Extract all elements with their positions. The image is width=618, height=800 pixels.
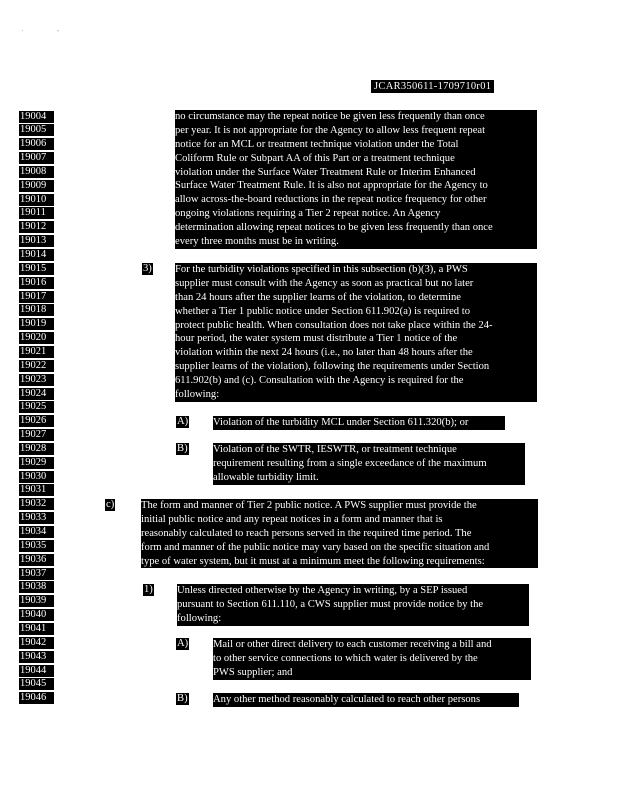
paragraph-swtr-violation (213, 443, 525, 485)
line-number: 19024 (19, 388, 54, 400)
line-number: 19030 (19, 471, 54, 483)
line-number: 19015 (19, 263, 54, 275)
paragraph-turbidity-violations (175, 263, 537, 402)
line-number: 19020 (19, 332, 54, 344)
line-number: 19004 (19, 111, 54, 123)
line-number: 19023 (19, 374, 54, 386)
subsection-marker: A) (177, 638, 189, 649)
text-line: requirement resulting from a single exceedance of the maximum (213, 457, 487, 469)
text-line: hour period, the water system must distribute a Tier 1 notice of the (175, 333, 458, 345)
line-number: 19040 (19, 609, 54, 621)
text-line: initial public notice and any repeat notices in a form and manner that is (141, 513, 443, 525)
line-number: 19021 (19, 346, 54, 358)
subsection-marker: B) (177, 443, 188, 454)
text-line: Surface Water Treatment Rule. It is also not appropriate for the Agency to (175, 180, 488, 192)
paragraph-cws-notice (177, 584, 529, 626)
line-number: 19018 (19, 304, 54, 316)
text-line: notice for an MCL or treatment technique violation under the Total (175, 138, 459, 150)
line-number: 19045 (19, 678, 54, 690)
line-number: 19016 (19, 277, 54, 289)
text-line: 611.902(b) and (c). Consultation with the Agency is required for the (175, 375, 464, 387)
line-number: 19036 (19, 554, 54, 566)
subsection-marker: c) (106, 499, 115, 510)
line-number: 19012 (19, 221, 54, 233)
line-number: 19019 (19, 318, 54, 330)
text-line: violation within the next 24 hours (i.e., no later than 48 hours after the (175, 347, 473, 359)
line-number: 19010 (19, 194, 54, 206)
line-number: 19025 (19, 401, 54, 413)
line-number: 19042 (19, 637, 54, 649)
scan-speck: ' (22, 30, 24, 36)
paragraph-form-and-manner (141, 499, 538, 568)
line-number: 19031 (19, 484, 54, 496)
text-line: pursuant to Section 611.110, a CWS supplier must provide notice by the (177, 598, 484, 610)
text-line: Coliform Rule or Subpart AA of this Part or a treatment technique (175, 152, 455, 164)
paragraph-mail-delivery (213, 638, 531, 680)
line-number: 19044 (19, 665, 54, 677)
line-number: 19032 (19, 498, 54, 510)
text-line: allowable turbidity limit. (213, 471, 319, 483)
text-line: ongoing violations requiring a Tier 2 repeat notice. An Agency (175, 208, 441, 220)
paragraph-turbidity-mcl (213, 416, 505, 430)
text-line: supplier learns of the violation), following the requirements under Section (175, 361, 490, 373)
line-number: 19022 (19, 360, 54, 372)
paragraph-other-method (213, 693, 519, 707)
line-number: 19005 (19, 124, 54, 136)
text-line: allow across-the-board reductions in the repeat notice frequency for other (175, 194, 487, 206)
text-line: PWS supplier; and (213, 666, 293, 678)
line-number: 19034 (19, 526, 54, 538)
line-number: 19041 (19, 623, 54, 635)
text-line: every three months must be in writing. (175, 236, 339, 248)
line-number: 19037 (19, 568, 54, 580)
line-number: 19028 (19, 443, 54, 455)
text-line: than 24 hours after the supplier learns of the violation, to determine (175, 291, 461, 303)
paragraph-repeat-notice (175, 110, 537, 249)
line-number: 19033 (19, 512, 54, 524)
text-line: The form and manner of Tier 2 public notice. A PWS supplier must provide the (141, 500, 477, 511)
subsection-marker: 1) (144, 584, 153, 595)
line-number: 19038 (19, 581, 54, 593)
line-number: 19035 (19, 540, 54, 552)
document-id-header: JCAR350611-1709710r01 (371, 80, 494, 93)
text-line: Violation of the SWTR, IESWTR, or treatment technique (213, 444, 457, 455)
text-line: supplier must consult with the Agency as soon as practical but no later (175, 277, 474, 289)
text-line: violation under the Surface Water Treatment Rule or Interim Enhanced (175, 166, 476, 178)
text-line: form and manner of the public notice may vary based on the specific situation and (141, 541, 490, 553)
text-line: type of water system, but it must at a minimum meet the following requirements: (141, 555, 485, 567)
text-line: For the turbidity violations specified in this subsection (b)(3), a PWS (175, 264, 468, 275)
text-line: following: (175, 389, 220, 401)
line-number: 19043 (19, 651, 54, 663)
line-number: 19006 (19, 138, 54, 150)
subsection-marker: 3) (143, 263, 152, 274)
text-line: following: (177, 612, 222, 624)
text-line: determination allowing repeat notices to be given less frequently than once (175, 222, 493, 234)
line-number: 19007 (19, 152, 54, 164)
text-line: protect public health. When consultation does not take place within the 24- (175, 319, 493, 331)
text-line: Mail or other direct delivery to each customer receiving a bill and (213, 639, 492, 650)
text-line: no circumstance may the repeat notice be given less frequently than once (175, 111, 485, 122)
text-line: reasonably calculated to reach persons served in the required time period. The (141, 527, 472, 539)
text-line: to other service connections to which water is delivered by the (213, 652, 478, 664)
line-number: 19046 (19, 692, 54, 704)
line-number: 19026 (19, 415, 54, 427)
line-number: 19009 (19, 180, 54, 192)
line-number: 19011 (19, 207, 54, 219)
subsection-marker: B) (177, 693, 188, 704)
line-number: 19008 (19, 166, 54, 178)
scan-speck: " (57, 30, 60, 36)
text-line: Any other method reasonably calculated to reach other persons (213, 694, 481, 705)
text-line: Unless directed otherwise by the Agency in writing, by a SEP issued (177, 585, 468, 596)
subsection-marker: A) (177, 416, 189, 427)
line-number: 19017 (19, 291, 54, 303)
text-line: Violation of the turbidity MCL under Section 611.320(b); or (213, 417, 469, 428)
line-number: 19027 (19, 429, 54, 441)
line-number: 19013 (19, 235, 54, 247)
text-line: per year. It is not appropriate for the Agency to allow less frequent repeat (175, 124, 486, 136)
line-number: 19014 (19, 249, 54, 261)
line-number: 19029 (19, 457, 54, 469)
line-number: 19039 (19, 595, 54, 607)
text-line: whether a Tier 1 public notice under Section 611.902(a) is required to (175, 305, 470, 317)
